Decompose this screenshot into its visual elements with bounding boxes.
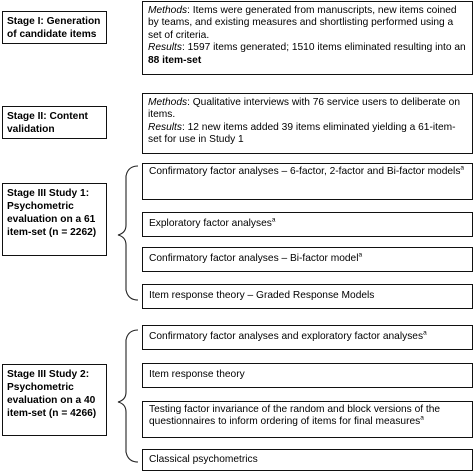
study-1-item-1 — [142, 163, 473, 200]
stage-2-label: Stage II: Content validation — [7, 111, 88, 135]
study-2-item-2-text: Item response theory — [149, 369, 245, 381]
study-1-item-2-text: Exploratory factor analyses$^a$ — [149, 216, 276, 230]
study-1-item-4-text: Item response theory – Graded Response Models — [149, 290, 375, 302]
stage-1-description-box — [142, 1, 473, 75]
stage-2-methods — [148, 97, 467, 122]
study-2-item-4 — [142, 449, 473, 471]
stage-1-results-text: : 1597 items generated; 1510 items eliminated resulting into an — [181, 42, 466, 54]
study-1-item-1-text: Confirmatory factor analyses – 6-factor, 2-factor and Bi-factor models$^a$ — [149, 164, 465, 177]
study-2-item-1-text: Confirmatory factor analyses and exploratory factor analyses$^a$ — [149, 329, 427, 343]
stage-1-methods-label: Methods — [148, 5, 188, 16]
study-2-item-2 — [142, 363, 473, 388]
study-1-brace-path — [118, 166, 138, 300]
stage-2-results-text: : 12 new items added 39 items eliminated yielding a 61-item-set for use in Study 1 — [148, 121, 456, 146]
stage-1-methods — [148, 5, 467, 42]
stage-3-study-1-box — [2, 183, 107, 256]
stage-2-methods-text: : Qualitative interviews with 76 service users to deliberate on items. — [148, 97, 461, 121]
stage-3-study-1-label: Stage III Study 1: Psychometric evaluation on a 61 item-set (n = 2262) — [7, 188, 97, 238]
study-2-brace-path — [118, 330, 138, 462]
study-1-item-3-text: Confirmatory factor analyses – Bi-factor model$^a$ — [149, 251, 363, 265]
stage-2-results — [148, 122, 467, 147]
stage-3-study-2-label: Stage III Study 2: Psychometric evaluation on a 40 item-set (n = 4266) — [7, 369, 97, 419]
stage-1-results-label: Results — [148, 42, 182, 54]
study-2-item-3-text: Testing factor invariance of the random and block versions of the questionnaires to inform ordering of items for final measures$^a$ — [149, 404, 441, 428]
stage-2-box — [2, 106, 107, 139]
study-1-item-3 — [142, 247, 473, 272]
stage-3-study-2-box — [2, 364, 107, 436]
study-1-item-4 — [142, 284, 473, 309]
study-2-item-4-text: Classical psychometrics — [149, 453, 258, 465]
study-1-item-2 — [142, 212, 473, 237]
stage-2-description-box — [142, 93, 473, 154]
stage-1-box — [2, 11, 107, 44]
stage-2-results-label: Results — [148, 121, 182, 133]
study-2-item-3 — [142, 401, 473, 438]
stage-1-label: Stage I: Generation of candidate items — [7, 16, 101, 40]
study-2-item-1 — [142, 325, 473, 350]
stage-1-methods-text: : Items were generated from manuscripts, new items coined by teams, and existing measures and shortlisting performed using a set of criteria. — [148, 5, 457, 41]
stage-1-results — [148, 42, 467, 67]
stage-1-results-bold: 88 item-set — [148, 54, 202, 66]
stage-2-methods-label: Methods — [148, 97, 188, 108]
